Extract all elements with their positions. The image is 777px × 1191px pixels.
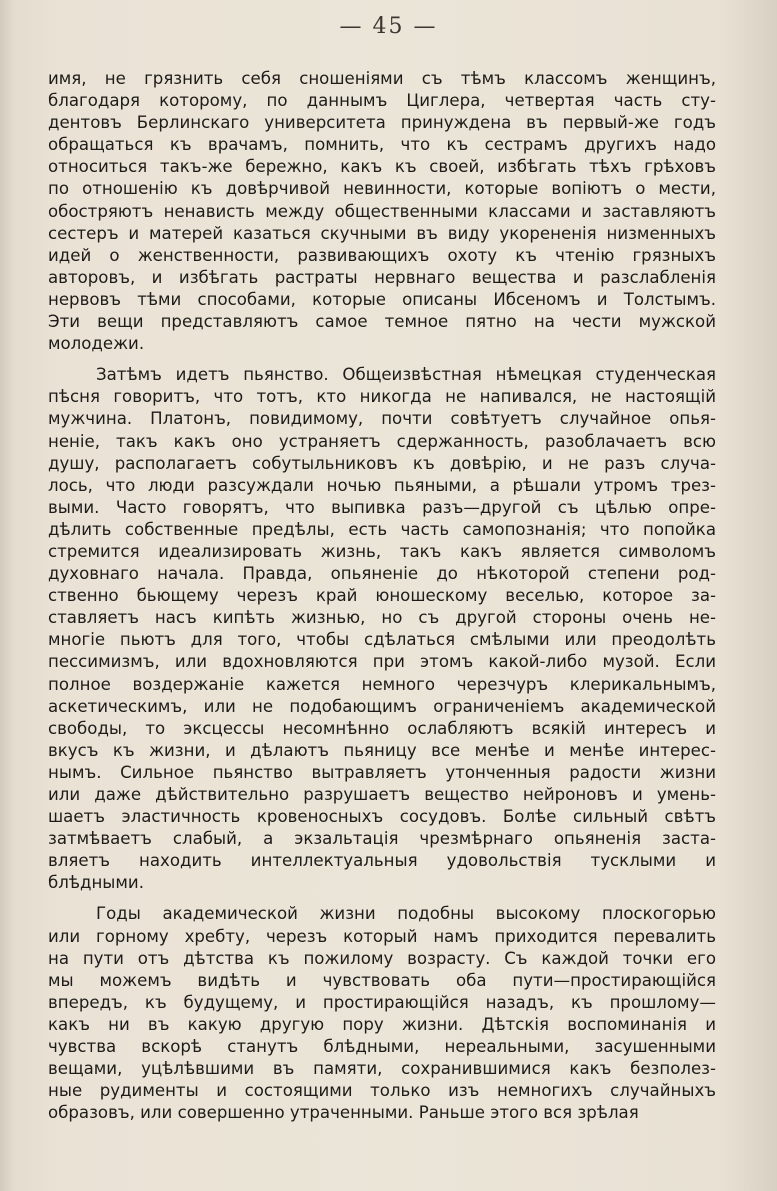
paragraph-gap: [48, 894, 716, 903]
text-line: впередъ, къ будущему, и простирающійся назадъ, къ прошлому—: [48, 992, 716, 1012]
text-line: мы можемъ видѣть и чувствовать оба пути—простирающійся: [48, 970, 716, 990]
text-line: свободы, то эксцессы несомнѣнно ослабляютъ всякій интересъ и: [48, 718, 716, 738]
text-line: мужчина. Платонъ, повидимому, почти совѣтуетъ случайное опья-: [48, 409, 716, 429]
text-line: идей о женственности, развивающихъ охоту къ чтенію грязныхъ: [48, 245, 716, 265]
text-line: душу, располагаетъ собутыльниковъ къ довѣрію, и не разъ случа-: [48, 453, 716, 473]
text-line: лось, что люди разсуждали ночью пьяными, а рѣшали утромъ трез-: [48, 475, 716, 495]
text-line: блѣдными.: [48, 873, 144, 893]
text-line: по отношенію къ довѣрчивой невинности, которые вопіютъ о мести,: [48, 179, 716, 199]
text-line: Эти вещи представляютъ самое темное пятно на чести мужской: [48, 312, 716, 332]
text-line: обращаться къ врачамъ, помнить, что къ сестрамъ другихъ надо: [48, 135, 716, 155]
text-line: образовъ, или совершенно утраченными. Раньше этого вся зрѣлая: [48, 1103, 639, 1123]
text-line: нервовъ тѣми способами, которые описаны Ибсеномъ и Толстымъ.: [48, 289, 716, 309]
text-line: на пути отъ дѣтства къ пожилому возрасту. Съ каждой точки его: [48, 948, 716, 968]
text-line: затмѣваетъ слабый, а экзальтація чрезмѣрнаго опьяненія заста-: [48, 829, 716, 849]
paragraph-gap: [48, 355, 716, 364]
text-line: шаетъ эластичность кровеносныхъ сосудовъ. Болѣе сильный свѣтъ: [48, 807, 716, 827]
text-line: дентовъ Берлинскаго университета принуждена въ первый-же годъ: [48, 113, 716, 133]
paragraph: [48, 903, 716, 1124]
text-line: чувства вскорѣ станутъ блѣдными, нереальными, засушенными: [48, 1037, 716, 1057]
body-text: [48, 68, 716, 1124]
text-line: молодежи.: [48, 334, 145, 354]
text-line: многіе пьютъ для того, чтобы сдѣлаться смѣлыми или преодолѣть: [48, 630, 716, 650]
text-line: Годы академической жизни подобны высокому плоскогорью: [96, 904, 716, 924]
text-line: авторовъ, и избѣгать растраты нервнаго вещества и разслабленія: [48, 267, 716, 287]
text-line: вкусъ къ жизни, и дѣлаютъ пьяницу все менѣе и менѣе интерес-: [48, 740, 716, 760]
text-line: вляетъ находить интеллектуальныя удовольствія тусклыми и: [48, 851, 716, 871]
text-line: какъ ни въ какую другую пору жизни. Дѣтскія воспоминанія и: [48, 1014, 716, 1034]
text-line: Затѣмъ идетъ пьянство. Общеизвѣстная нѣмецкая студенческая: [96, 365, 716, 385]
text-line: стремится идеализировать жизнь, такъ какъ является символомъ: [48, 541, 716, 561]
text-line: неніе, такъ какъ оно устраняетъ сдержанность, разоблачаетъ всю: [48, 431, 716, 451]
paragraph: [48, 364, 716, 894]
text-line: ставляетъ насъ кипѣть жизнью, но съ другой стороны очень не-: [48, 608, 716, 628]
text-line: имя, не грязнить себя сношеніями съ тѣмъ классомъ женщинъ,: [48, 69, 716, 88]
text-line: нымъ. Сильное пьянство вытравляетъ утонченныя радости жизни: [48, 762, 716, 782]
text-line: духовнаго начала. Правда, опьяненіе до нѣкоторой степени род-: [48, 564, 716, 584]
paragraph: [48, 68, 716, 355]
text-line: вещами, уцѣлѣвшими въ памяти, сохранившимися какъ безполез-: [48, 1059, 716, 1079]
text-line: или горному хребту, черезъ который намъ приходится перевалить: [48, 926, 716, 946]
text-line: ственно бьющему черезъ край юношескому веселью, которое за-: [48, 586, 716, 606]
text-line: ные рудименты и состоящими только изъ немногихъ случайныхъ: [48, 1081, 716, 1101]
text-line: полное воздержаніе кажется немного черезчуръ клерикальнымъ,: [48, 674, 716, 694]
text-line: относиться такъ-же бережно, какъ къ своей, избѣгать тѣхъ грѣховъ: [48, 157, 716, 177]
text-line: благодаря которому, по даннымъ Циглера, четвертая часть сту-: [48, 91, 716, 111]
text-line: пѣсня говоритъ, что тотъ, кто никогда не напивался, не настоящій: [48, 387, 716, 407]
page-number: — 45 —: [339, 14, 438, 39]
text-line: или даже дѣйствительно разрушаетъ вещество нейроновъ и умень-: [48, 785, 716, 804]
text-line: выми. Часто говорятъ, что выпивка разъ—другой съ цѣлью опре-: [48, 497, 716, 517]
text-line: дѣлить собственные предѣлы, есть часть самопознанія; что попойка: [48, 519, 716, 539]
text-line: сестеръ и матерей казаться скучными въ виду укорененія низменныхъ: [48, 223, 716, 243]
text-line: пессимизмъ, или вдохновляются при этомъ какой-либо музой. Если: [48, 652, 716, 672]
text-line: аскетическимъ, или не подобающимъ ограниченіемъ академической: [48, 696, 716, 716]
text-line: обостряютъ ненависть между общественными классами и заставляютъ: [48, 201, 716, 221]
